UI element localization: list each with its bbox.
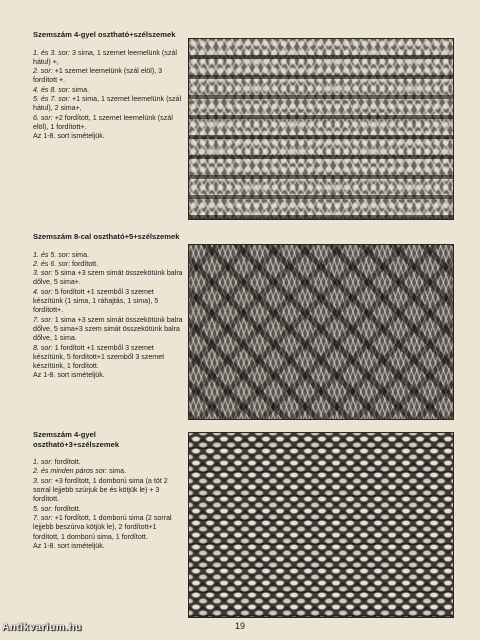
instruction-line: 6. sor: +2 fordított, 1 szemet leemelünk (szál elöl), 1 fordított+. xyxy=(33,113,173,131)
instruction-line: 4. és 8. sor: sima. xyxy=(33,85,89,94)
instruction-line: 1. és 3. sor: 3 sima, 1 szemet leemelünk (szál hátul) +, xyxy=(33,48,177,66)
instruction-line: 3. sor: +3 fordított, 1 domború sima (a töt 2 sorral lejjebb szúrjuk be és kötjük le) + 3 fordított. xyxy=(33,476,168,504)
instruction-line: Az 1-8. sort ismételjük. xyxy=(33,371,105,380)
instruction-line: 1. és 5. sor: sima. xyxy=(33,250,89,259)
pattern-heading-3: Szemszám 4-gyel osztható+3+szélszemek xyxy=(33,430,120,449)
instruction-line: 8. sor: 1 fordított +1 szemből 3 szemet készítünk, 5 fordított+1 szemből 3 szemet készítünk, 1 fordított. xyxy=(33,343,165,371)
knit-swatch-photo-3 xyxy=(188,432,454,618)
pattern-instructions-3 xyxy=(33,430,183,551)
instruction-line: 7. sor: +1 fordított, 1 domború sima (2 sorral lejjebb beszúrva kötjük le), 2 fordított+1 fordított, 1 domború sima, 1 fordított. xyxy=(33,513,172,541)
instruction-line: Az 1-8. sort ismételjük. xyxy=(33,132,105,141)
page-number: 19 xyxy=(234,621,245,631)
pattern-section-3 xyxy=(0,430,480,618)
pattern-instructions-2 xyxy=(33,232,183,381)
pattern-section-1 xyxy=(0,30,480,220)
instruction-line: 2. és minden páros sor: sima. xyxy=(33,467,127,476)
instruction-line: 5. és 7. sor: +1 sima, 1 szemet leemelünk (szál hátul), 2 sima+, xyxy=(33,95,182,113)
pattern-section-2 xyxy=(0,232,480,418)
watermark: Antikvarium.hu xyxy=(2,622,82,633)
instruction-line: Az 1-8. sort ismételjük. xyxy=(33,541,105,550)
instruction-line: 4. sor: 5 fordított +1 szemből 3 szemet készítünk (1 sima, 1 ráhajtás, 1 sima), 5 fordított+. xyxy=(33,287,159,315)
pattern-instructions-1 xyxy=(33,30,183,142)
instruction-line: 3. sor: 5 sima +3 szem simát összekötünk balra dőlve, 5 sima+. xyxy=(33,269,183,287)
instruction-line: 5. sor: fordított. xyxy=(33,504,81,513)
instruction-line: 2. sor: +1 szemet leemelünk (szál elöl), 3 fordított +. xyxy=(33,67,163,85)
instruction-line: 7. sor: 1 sima +3 szem simát összekötünk balra dőlve, 5 sima+3 szem simát összekötünk balra dőlve, 1 sima. xyxy=(33,315,183,343)
instruction-line: 1. sor: fordított. xyxy=(33,458,81,467)
knit-swatch-photo-2 xyxy=(188,244,454,420)
instruction-line: 2. és 6. sor: fordított. xyxy=(33,259,99,268)
knit-swatch-photo-1 xyxy=(188,38,454,220)
pattern-heading-2: Szemszám 8-cal osztható+5+szélszemek xyxy=(33,232,180,241)
pattern-heading-1: Szemszám 4-gyel osztható+szélszemek xyxy=(33,30,176,39)
